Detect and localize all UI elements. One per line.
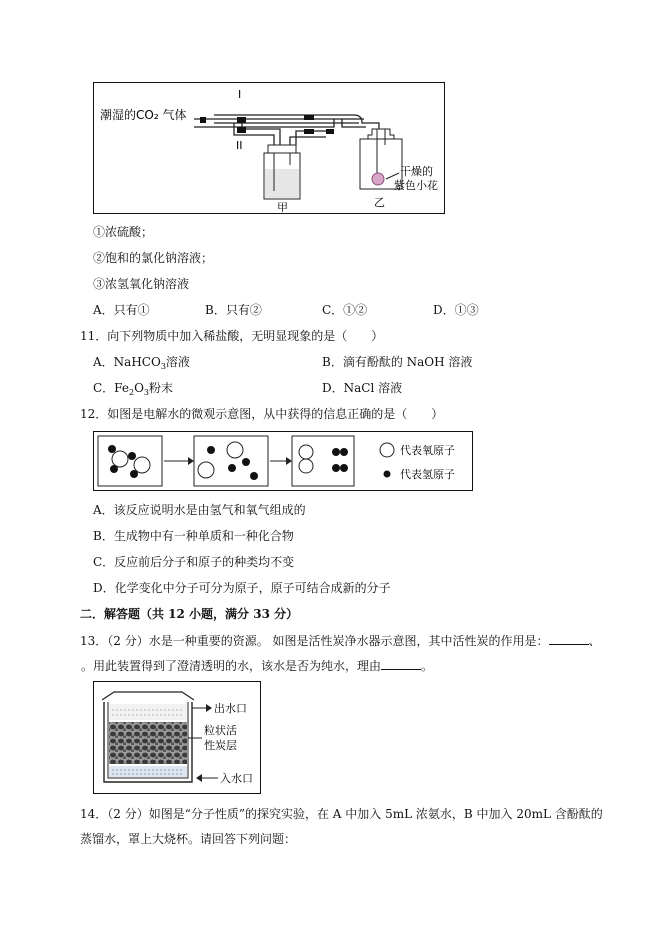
bottle-yi-label: 乙 [374, 196, 385, 209]
q12-choice-a: A．该反应说明水是由氢气和氧气组成的 [93, 503, 306, 517]
gas-label: 潮湿的CO₂ 气体 [100, 108, 187, 122]
q10-option3: ③浓氢氧化钠溶液 [93, 277, 190, 291]
q12-stem: 12．如图是电解水的微观示意图，从中获得的信息正确的是（ ） [80, 407, 444, 421]
electrolysis-drawing [94, 432, 472, 490]
q10-choice-b: B．只有② [205, 303, 262, 317]
flower-label-2: 紫色小花 [394, 179, 438, 192]
valve-i [237, 117, 246, 123]
q11-stem: 11．向下列物质中加入稀盐酸，无明显现象的是（ ） [80, 329, 384, 343]
co2-apparatus-drawing [94, 83, 444, 213]
co2-apparatus-figure [93, 82, 445, 214]
outlet-label: 出水口 [214, 702, 247, 715]
q13-blank1[interactable] [549, 632, 589, 645]
inlet-label: 入水口 [220, 772, 253, 785]
q12-choice-b: B．生成物中有一种单质和一种化合物 [93, 529, 294, 543]
activated-carbon-layer [109, 722, 187, 764]
q13-blank2[interactable] [381, 657, 421, 670]
q14-line2: 蒸馏水，罩上大烧杯。请回答下列问题： [80, 832, 297, 846]
q11-choice-a: A．NaHCO$_3$溶液 [93, 355, 190, 371]
oxygen-legend-symbol [380, 443, 394, 457]
water-purifier-drawing [94, 682, 260, 793]
q10-choice-c: C．①② [322, 303, 368, 317]
valve-ii-label: II [236, 139, 243, 152]
panel-before [98, 436, 162, 486]
q14-line1: 14．（2 分）如图是“分子性质”的探究实验，在 A 中加入 5mL 浓氨水，B 中加入 20mL 含酚酞的 [80, 807, 603, 821]
water-purifier-figure [93, 681, 261, 794]
q11-choice-b: B．滴有酚酞的 NaOH 溶液 [322, 355, 473, 369]
q10-choice-d: D．①③ [433, 303, 479, 317]
carbon-label-1: 粒状活 [204, 724, 237, 737]
legend-hydrogen: 代表氢原子 [400, 468, 455, 481]
valve-ii [237, 127, 246, 133]
q13-line1: 13．（2 分）水是一种重要的资源。 如图是活性炭净水器示意图，其中活性炭的作用是： 、 [80, 634, 601, 648]
bottle-jia-label: 甲 [277, 201, 288, 213]
q10-option1: ①浓硫酸； [93, 225, 154, 239]
q10-option2: ②饱和的氯化钠溶液； [93, 251, 214, 265]
section2-title: 二．解答题（共 12 小题，满分 33 分） [80, 607, 299, 621]
electrolysis-figure [93, 431, 473, 491]
q13-line2: 。用此装置得到了澄清透明的水，该水是否为纯水，理由 。 [81, 659, 434, 673]
purple-flower [372, 173, 384, 185]
q12-choice-d: D．化学变化中分子可分为原子，原子可结合成新的分子 [93, 581, 391, 595]
bottle-jia-stopper [268, 145, 296, 153]
legend-oxygen: 代表氧原子 [400, 444, 455, 457]
hydrogen-legend-symbol [384, 471, 391, 478]
valve-i-label: I [238, 88, 242, 101]
q11-choice-c: C．$Fe_2O_3$粉末 [93, 381, 174, 397]
flower-label-1: 干燥的 [400, 165, 433, 178]
q10-choice-a: A．只有① [93, 303, 150, 317]
carbon-label-2: 性炭层 [204, 739, 237, 752]
q12-choice-c: C．反应前后分子和原子的种类均不变 [93, 555, 295, 569]
q11-choice-d: D．NaCl 溶液 [322, 381, 403, 395]
